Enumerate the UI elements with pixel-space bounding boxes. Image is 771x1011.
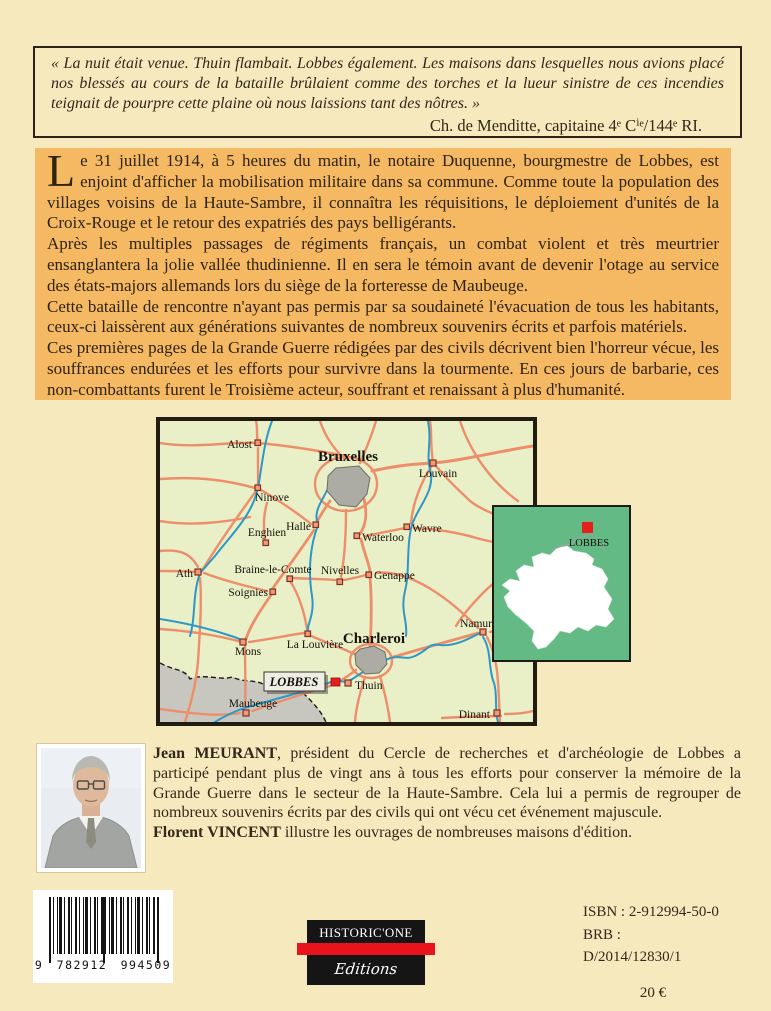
svg-text:Soignies: Soignies	[228, 587, 268, 599]
publisher-subtitle: Editions	[333, 960, 399, 978]
brb-line: BRB : D/2014/12830/1	[583, 926, 682, 965]
dropcap: L	[47, 145, 76, 196]
barcode-digits: 9 782912 994509	[34, 958, 172, 972]
svg-text:Bruxelles: Bruxelles	[318, 449, 378, 465]
svg-text:Ath: Ath	[175, 568, 193, 580]
publisher-name: HISTORIC'ONE	[319, 925, 413, 940]
synopsis-paragraph-4: Ces premières pages de la Grande Guerre rédigées par des civils décrivent bien l'horreur vécue, les souffrances endurées et les efforts pour survivre dans la tourmente. En ces jours de barbarie, ces non-combattants furent le Troisième acteur, souffrant et renaissant à plus d'humanité.	[47, 338, 719, 399]
bio-jean-meurant	[153, 744, 741, 823]
author-bio-text-jean: , président du Cercle de recherches et d'archéologie de Lobbes a participé pendant plus de vingt ans à tous les efforts pour conserver la mémoire de la Grande Guerre dans le secteur de la Haute-Sambre. Cela lui a permis de regrouper de nombreux souvenirs écrits par des civils qui ont vécu cet événement majuscule.	[153, 745, 742, 822]
quote-text: « La nuit était venue. Thuin flambait. Lobbes également. Les maisons dans lesquelles nous avions placé nos blessés au cours de la bataille brûlaient comme des torches et la lueur sinistre de ces incendies teignait de pourpre cette plaine où nous laissions tant des nôtres. »	[51, 55, 724, 112]
svg-text:Ninove: Ninove	[255, 492, 289, 504]
svg-text:Nivelles: Nivelles	[320, 565, 360, 577]
inset-lobbes-marker	[582, 522, 593, 533]
quote-box	[33, 46, 742, 138]
synopsis-panel	[35, 145, 731, 400]
france-inset-svg	[494, 507, 629, 660]
svg-text:La Louvière: La Louvière	[286, 639, 344, 651]
author-name-florent-vincent: Florent VINCENT	[153, 824, 281, 842]
svg-text:Genappe: Genappe	[374, 570, 415, 582]
barcode	[33, 890, 173, 983]
synopsis-paragraph-1	[47, 145, 719, 234]
synopsis-paragraph-2: Après les multiples passages de régiments français, un combat violent et très meurtrier ensanglantera la jolie vallée thudinienne. Il en sera le témoin avant de devenir l'otage au service des états-majors allemands lors du siège de la forteresse de Maubeuge.	[47, 234, 719, 295]
author-bio-text-florent: illustre les ouvrages de nombreuses maisons d'édition.	[280, 824, 633, 842]
svg-text:Namur: Namur	[460, 618, 492, 630]
author-photo-art	[41, 748, 141, 868]
publisher-logo	[307, 920, 425, 985]
author-biographies	[153, 744, 741, 843]
svg-text:Mons: Mons	[234, 646, 262, 658]
synopsis-paragraph-3: Cette bataille de rencontre n'ayant pas permis par sa soudaineté l'évacuation de tous les habitants, ceux-ci laissèrent aux générations suivantes de nombreux souvenirs écrits et parfois matériels.	[47, 296, 719, 337]
svg-text:Dinant: Dinant	[458, 709, 490, 721]
quote-attribution: Ch. de Menditte, capitaine 4ᵉ Cⁱᵉ/144ᵉ RI.	[429, 116, 702, 135]
svg-text:Charleroi: Charleroi	[342, 631, 406, 647]
barcode-guard-middle	[103, 897, 105, 963]
regional-map-svg	[160, 421, 533, 722]
france-silhouette	[502, 545, 614, 649]
svg-text:Alost: Alost	[227, 439, 252, 451]
author-photo	[37, 744, 145, 872]
svg-text:Thuin: Thuin	[355, 680, 383, 692]
synopsis-text-1: e 31 juillet 1914, à 5 heures du matin, le notaire Duquenne, bourgmestre de Lobbes, est enjoint d'afficher la mobilisation militaire dans sa commune. Comme toute la population des villages voisins de la Haute-Sambre, il connaîtra les réquisitions, le déploiement d'unités de la Croix-Rouge et le retour des expatriés des pays belligérants.	[47, 151, 719, 233]
colophon	[583, 901, 723, 1004]
isbn-line: ISBN : 2-912994-50-0	[583, 904, 719, 920]
map-label-lobbes: LOBBES	[269, 675, 319, 689]
svg-text:Halle: Halle	[286, 521, 311, 533]
author-name-jean-meurant: Jean MEURANT	[153, 745, 278, 762]
barcode-guard-right	[157, 897, 159, 963]
svg-text:Enghien: Enghien	[247, 527, 287, 539]
inset-lobbes-label: LOBBES	[568, 538, 610, 549]
bio-florent-vincent	[153, 823, 741, 843]
charleroi-urban-area	[355, 646, 387, 674]
lobbes-marker	[331, 678, 340, 686]
svg-text:Louvain: Louvain	[418, 468, 458, 480]
france-inset-map	[492, 505, 631, 662]
svg-text:Maubeuge: Maubeuge	[228, 698, 278, 710]
logo-red-stripe	[297, 943, 435, 955]
barcode-guard-left	[49, 897, 51, 963]
price: 20 €	[639, 984, 667, 1001]
regional-map	[156, 417, 537, 726]
svg-text:Wavre: Wavre	[412, 523, 442, 535]
svg-text:Waterloo: Waterloo	[362, 532, 404, 544]
svg-text:Braine-le-Comte: Braine-le-Comte	[234, 564, 312, 576]
